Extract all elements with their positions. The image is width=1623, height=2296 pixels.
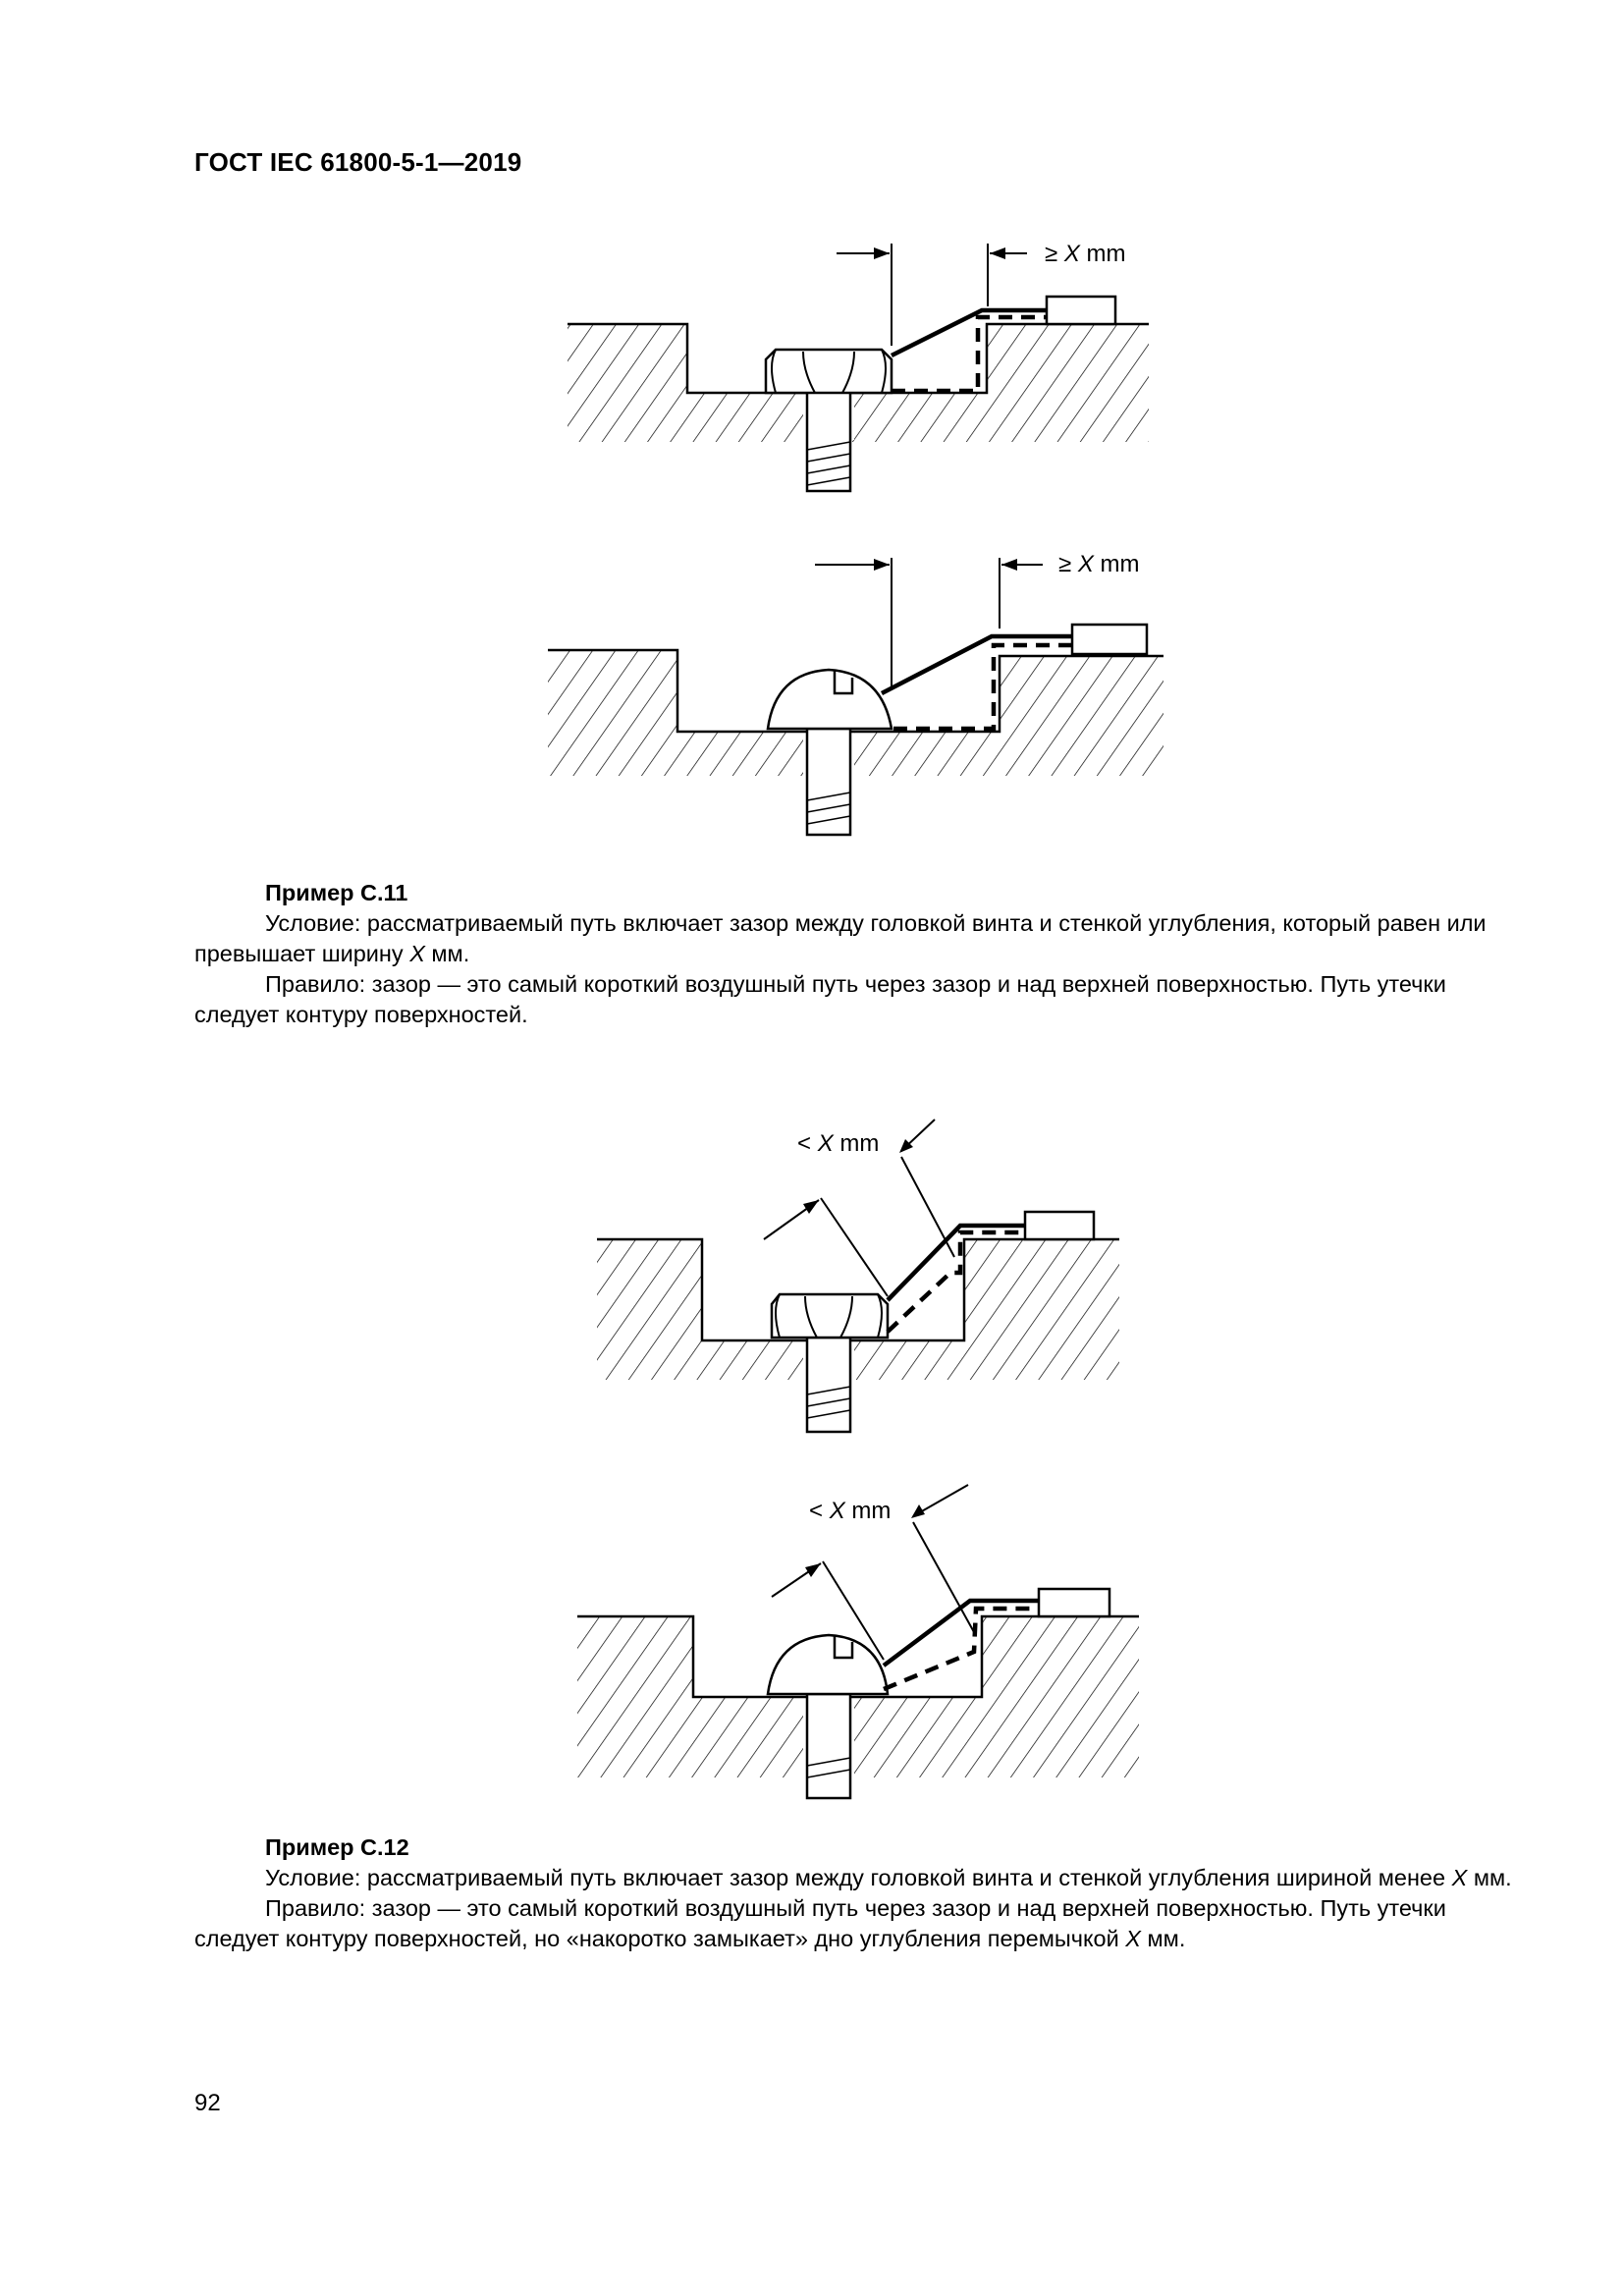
figure-c11-pan-screw <box>0 540 1623 854</box>
example-c12-title: Пример С.12 <box>265 1834 409 1860</box>
dimension-label: < X mm <box>797 1130 880 1157</box>
example-c11-condition: Условие: рассматриваемый путь включает зазор между головкой винта и стенкой углубления, который равен или превышает ширину X мм. <box>194 910 1487 966</box>
example-c11-text <box>194 878 1526 1030</box>
example-c11-rule: Правило: зазор — это самый короткий воздушный путь через зазор и над верхней поверхностью. Путь утечки следует контуру поверхностей. <box>194 971 1446 1027</box>
figure-c11-hex-bolt-drawing <box>0 226 1623 520</box>
figure-c12-hex-bolt <box>0 1100 1623 1444</box>
document-header: ГОСТ IEC 61800-5-1—2019 <box>194 147 522 177</box>
figure-c12-pan-screw <box>0 1473 1623 1807</box>
figure-c12-pan-screw-drawing <box>0 1473 1623 1807</box>
figure-c11-pan-screw-drawing <box>0 540 1623 854</box>
page-number: 92 <box>194 2090 221 2116</box>
example-c12-rule: Правило: зазор — это самый короткий воздушный путь через зазор и над верхней поверхностью. Путь утечки следует контуру поверхностей, но «накоротко замыкает» дно углубления перемычкой X мм. <box>194 1895 1446 1951</box>
example-c12-condition: Условие: рассматриваемый путь включает зазор между головкой винта и стенкой углубления шириной менее X мм. <box>265 1865 1512 1890</box>
figure-c12-hex-bolt-drawing <box>0 1100 1623 1444</box>
example-c12-text <box>194 1832 1526 1954</box>
dimension-label: ≥ X mm <box>1045 241 1126 267</box>
example-c11-title: Пример С.11 <box>265 880 408 905</box>
figure-c11-hex-bolt <box>0 226 1623 520</box>
dimension-label: < X mm <box>809 1498 892 1524</box>
dimension-label: ≥ X mm <box>1058 551 1140 577</box>
